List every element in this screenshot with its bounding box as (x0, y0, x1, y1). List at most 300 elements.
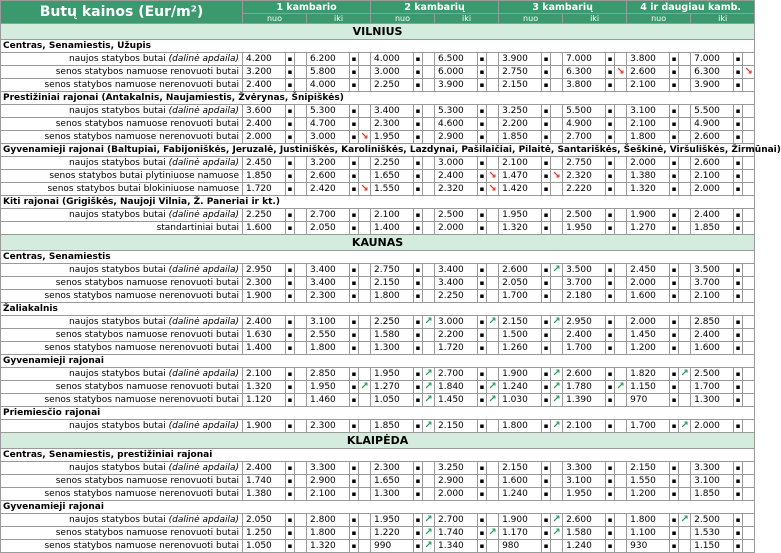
trend-cell (679, 381, 691, 394)
price-value: 3.000 (435, 316, 478, 329)
price-value: 3.400 (371, 105, 414, 118)
trend-cell (295, 368, 307, 381)
trend-cell (359, 381, 371, 394)
price-value: 2.750 (563, 157, 606, 170)
bullet-marker: ▪ (478, 66, 487, 79)
trend-cell (551, 329, 563, 342)
row-label: senos statybos namuose nerenovuoti butai (1, 79, 243, 92)
bullet-marker: ▪ (734, 79, 743, 92)
bullet-marker: ▪ (670, 381, 679, 394)
trend-cell (615, 368, 627, 381)
price-value: 3.300 (307, 462, 350, 475)
price-value: 1.320 (243, 381, 286, 394)
bullet-marker: ▪ (670, 105, 679, 118)
trend-cell (359, 488, 371, 501)
price-value: 1.800 (499, 420, 542, 433)
bullet-marker: ▪ (670, 394, 679, 407)
price-value: 1.580 (371, 329, 414, 342)
trend-cell (743, 316, 755, 329)
trend-cell (615, 394, 627, 407)
bullet-marker: ▪ (670, 368, 679, 381)
trend-cell (423, 540, 435, 553)
bullet-marker: ▪ (286, 381, 295, 394)
arrow-up-icon: ↗ (552, 394, 561, 405)
bullet-marker: ▪ (350, 342, 359, 355)
row-label: senos statybos namuose renovuoti butai (1, 527, 243, 540)
bullet-marker: ▪ (350, 157, 359, 170)
bullet-marker: ▪ (350, 394, 359, 407)
district-heading: Žaliakalnis (1, 303, 755, 316)
bullet-marker: ▪ (286, 514, 295, 527)
trend-cell (487, 222, 499, 235)
bullet-marker: ▪ (670, 222, 679, 235)
district-heading: Gyvenamieji rajonai (Baltupiai, Fabijoniškės, Jeruzalė, Justiniškės, Karoliniškės, Lazdynai, Pašilaičiai, Pilaitė, Santariškės, Šeškinė, Viršuliškės, Žirmūnai) (1, 144, 755, 157)
row-label-note: (dalinė apdaila) (165, 420, 239, 431)
price-value: 6.000 (435, 66, 478, 79)
bullet-marker: ▪ (286, 290, 295, 303)
trend-cell (679, 66, 691, 79)
price-value: 2.600 (691, 157, 734, 170)
trend-cell (679, 462, 691, 475)
bullet-marker: ▪ (606, 66, 615, 79)
trend-cell (295, 105, 307, 118)
trend-cell (615, 316, 627, 329)
subcolumn-nuo: nuo (627, 14, 691, 24)
trend-cell (423, 342, 435, 355)
bullet-marker: ▪ (414, 514, 423, 527)
price-value: 2.500 (691, 368, 734, 381)
price-value: 1.950 (563, 222, 606, 235)
trend-cell (551, 394, 563, 407)
trend-cell (487, 420, 499, 433)
bullet-marker: ▪ (286, 329, 295, 342)
price-value: 990 (371, 540, 414, 553)
header-row (1, 1, 755, 14)
bullet-marker: ▪ (286, 462, 295, 475)
price-value: 2.400 (243, 118, 286, 131)
trend-cell (359, 131, 371, 144)
trend-cell (423, 368, 435, 381)
trend-cell (359, 514, 371, 527)
row-label: senos statybos namuose renovuoti butai (1, 329, 243, 342)
bullet-marker: ▪ (350, 105, 359, 118)
table-row (1, 209, 755, 222)
price-value: 1.470 (499, 170, 542, 183)
trend-cell (295, 157, 307, 170)
trend-cell (295, 131, 307, 144)
price-value: 2.600 (563, 368, 606, 381)
bullet-marker: ▪ (350, 329, 359, 342)
trend-cell (743, 368, 755, 381)
trend-cell (551, 277, 563, 290)
bullet-marker: ▪ (670, 290, 679, 303)
trend-cell (359, 170, 371, 183)
row-label: naujos statybos butai (dalinė apdaila) (1, 209, 243, 222)
row-label: senos statybos butai blokiniuose namuose (1, 183, 243, 196)
trend-cell (615, 488, 627, 501)
row-label: senos statybos namuose renovuoti butai (1, 118, 243, 131)
bullet-marker: ▪ (350, 209, 359, 222)
trend-cell (615, 277, 627, 290)
trend-cell (679, 105, 691, 118)
price-value: 1.550 (371, 183, 414, 196)
bullet-marker: ▪ (414, 540, 423, 553)
trend-cell (295, 264, 307, 277)
price-value: 2.900 (307, 475, 350, 488)
arrow-up-icon: ↗ (424, 527, 433, 538)
group-heading-row (1, 251, 755, 264)
trend-cell (423, 170, 435, 183)
trend-cell (487, 329, 499, 342)
price-value: 1.400 (371, 222, 414, 235)
price-value: 3.900 (499, 53, 542, 66)
arrow-down-icon: ↘ (360, 131, 369, 142)
row-label: naujos statybos butai (dalinė apdaila) (1, 514, 243, 527)
price-value: 5.500 (563, 105, 606, 118)
bullet-marker: ▪ (478, 381, 487, 394)
bullet-marker: ▪ (734, 488, 743, 501)
price-value: 2.500 (563, 209, 606, 222)
arrow-up-icon: ↗ (552, 420, 561, 431)
price-value: 1.700 (627, 420, 670, 433)
bullet-marker: ▪ (734, 462, 743, 475)
price-value: 2.600 (499, 264, 542, 277)
price-value: 2.050 (499, 277, 542, 290)
city-header: KAUNAS (1, 235, 755, 251)
trend-cell (743, 514, 755, 527)
price-value: 2.450 (627, 264, 670, 277)
price-value: 1.450 (627, 329, 670, 342)
trend-cell (487, 157, 499, 170)
trend-cell (743, 540, 755, 553)
bullet-marker: ▪ (542, 462, 551, 475)
trend-cell (551, 131, 563, 144)
trend-cell (295, 514, 307, 527)
price-value: 2.000 (691, 420, 734, 433)
price-value: 1.170 (499, 527, 542, 540)
trend-cell (551, 170, 563, 183)
bullet-marker: ▪ (542, 420, 551, 433)
row-label-note: (dalinė apdaila) (165, 157, 239, 168)
trend-cell (679, 514, 691, 527)
trend-cell (743, 105, 755, 118)
trend-cell (295, 381, 307, 394)
row-label: senos statybos namuose renovuoti butai (1, 66, 243, 79)
row-label: senos statybos namuose nerenovuoti butai (1, 488, 243, 501)
price-value: 3.500 (691, 264, 734, 277)
price-value: 2.950 (243, 264, 286, 277)
trend-cell (359, 183, 371, 196)
trend-cell (487, 381, 499, 394)
bullet-marker: ▪ (734, 342, 743, 355)
price-value: 2.850 (307, 368, 350, 381)
price-value: 1.120 (243, 394, 286, 407)
bullet-marker: ▪ (734, 170, 743, 183)
row-label: senos statybos namuose nerenovuoti butai (1, 394, 243, 407)
table-row (1, 118, 755, 131)
price-value: 4.900 (563, 118, 606, 131)
trend-cell (615, 342, 627, 355)
bullet-marker: ▪ (286, 118, 295, 131)
bullet-marker: ▪ (606, 381, 615, 394)
bullet-marker: ▪ (542, 329, 551, 342)
trend-cell (679, 290, 691, 303)
arrow-up-icon: ↗ (424, 514, 433, 525)
subcolumn-iki: iki (435, 14, 499, 24)
trend-cell (487, 131, 499, 144)
trend-cell (359, 277, 371, 290)
bullet-marker: ▪ (606, 79, 615, 92)
price-value: 1.800 (627, 514, 670, 527)
price-value: 3.400 (307, 277, 350, 290)
bullet-marker: ▪ (478, 209, 487, 222)
bullet-marker: ▪ (286, 368, 295, 381)
price-value: 2.500 (691, 514, 734, 527)
arrow-up-icon: ↗ (616, 381, 625, 392)
arrow-up-icon: ↗ (552, 264, 561, 275)
bullet-marker: ▪ (414, 329, 423, 342)
district-heading: Kiti rajonai (Grigiškės, Naujoji Vilnia, Ž. Paneriai ir kt.) (1, 196, 755, 209)
bullet-marker: ▪ (478, 420, 487, 433)
bullet-marker: ▪ (478, 79, 487, 92)
price-value: 2.750 (371, 264, 414, 277)
trend-cell (423, 488, 435, 501)
price-value: 1.460 (307, 394, 350, 407)
bullet-marker: ▪ (606, 420, 615, 433)
price-value: 1.740 (243, 475, 286, 488)
table-row (1, 264, 755, 277)
bullet-marker: ▪ (606, 462, 615, 475)
bullet-marker: ▪ (542, 290, 551, 303)
price-value: 2.700 (563, 131, 606, 144)
trend-cell (359, 209, 371, 222)
bullet-marker: ▪ (670, 342, 679, 355)
price-value: 2.950 (563, 316, 606, 329)
table-row (1, 381, 755, 394)
price-value: 1.300 (371, 342, 414, 355)
price-value: 4.700 (307, 118, 350, 131)
trend-cell (487, 368, 499, 381)
price-value: 2.250 (243, 209, 286, 222)
price-value: 1.050 (243, 540, 286, 553)
price-value: 1.850 (691, 222, 734, 235)
bullet-marker: ▪ (542, 66, 551, 79)
bullet-marker: ▪ (350, 53, 359, 66)
bullet-marker: ▪ (734, 118, 743, 131)
bullet-marker: ▪ (478, 157, 487, 170)
bullet-marker: ▪ (414, 475, 423, 488)
price-value: 1.500 (499, 329, 542, 342)
bullet-marker: ▪ (350, 475, 359, 488)
bullet-marker: ▪ (478, 329, 487, 342)
trend-cell (551, 462, 563, 475)
trend-cell (295, 66, 307, 79)
group-heading-row (1, 407, 755, 420)
bullet-marker: ▪ (542, 105, 551, 118)
bullet-marker: ▪ (606, 368, 615, 381)
price-value: 980 (499, 540, 542, 553)
trend-cell (615, 209, 627, 222)
price-value: 1.950 (307, 381, 350, 394)
price-value: 2.850 (691, 316, 734, 329)
price-value: 1.800 (371, 290, 414, 303)
table-row (1, 131, 755, 144)
price-value: 1.950 (371, 368, 414, 381)
price-value: 1.270 (371, 381, 414, 394)
bullet-marker: ▪ (542, 342, 551, 355)
price-value: 1.700 (563, 342, 606, 355)
trend-cell (679, 264, 691, 277)
bullet-marker: ▪ (414, 368, 423, 381)
bullet-marker: ▪ (734, 222, 743, 235)
price-value: 2.050 (243, 514, 286, 527)
price-value: 3.300 (691, 462, 734, 475)
bullet-marker: ▪ (478, 277, 487, 290)
bullet-marker: ▪ (606, 105, 615, 118)
trend-cell (551, 105, 563, 118)
trend-cell (679, 420, 691, 433)
price-value: 1.650 (371, 170, 414, 183)
bullet-marker: ▪ (414, 157, 423, 170)
bullet-marker: ▪ (478, 475, 487, 488)
price-value: 1.240 (563, 540, 606, 553)
price-value: 2.400 (243, 79, 286, 92)
bullet-marker: ▪ (478, 527, 487, 540)
price-value: 2.300 (307, 290, 350, 303)
price-value: 2.320 (435, 183, 478, 196)
row-label: standartiniai butai (1, 222, 243, 235)
price-value: 2.250 (371, 157, 414, 170)
arrow-up-icon: ↗ (680, 514, 689, 525)
row-label: naujos statybos butai (dalinė apdaila) (1, 316, 243, 329)
price-value: 2.000 (627, 277, 670, 290)
price-value: 1.600 (499, 475, 542, 488)
price-value: 1.950 (371, 131, 414, 144)
price-value: 1.820 (627, 368, 670, 381)
price-value: 4.600 (435, 118, 478, 131)
bullet-marker: ▪ (286, 222, 295, 235)
trend-cell (487, 316, 499, 329)
trend-cell (359, 540, 371, 553)
price-value: 3.900 (691, 79, 734, 92)
trend-cell (743, 79, 755, 92)
bullet-marker: ▪ (670, 420, 679, 433)
bullet-marker: ▪ (350, 514, 359, 527)
price-value: 2.600 (627, 66, 670, 79)
trend-cell (615, 264, 627, 277)
bullet-marker: ▪ (670, 209, 679, 222)
arrow-up-icon: ↗ (488, 381, 497, 392)
trend-cell (615, 329, 627, 342)
bullet-marker: ▪ (606, 394, 615, 407)
trend-cell (487, 462, 499, 475)
group-heading-row (1, 355, 755, 368)
arrow-up-icon: ↗ (552, 368, 561, 379)
price-value: 1.550 (627, 475, 670, 488)
bullet-marker: ▪ (286, 394, 295, 407)
price-value: 4.000 (371, 53, 414, 66)
bullet-marker: ▪ (670, 183, 679, 196)
bullet-marker: ▪ (286, 183, 295, 196)
trend-cell (359, 527, 371, 540)
arrow-up-icon: ↗ (424, 420, 433, 431)
trend-cell (487, 475, 499, 488)
row-label: naujos statybos butai (dalinė apdaila) (1, 264, 243, 277)
trend-cell (743, 183, 755, 196)
trend-cell (359, 329, 371, 342)
price-value: 2.800 (307, 514, 350, 527)
district-heading: Priemiesčio rajonai (1, 407, 755, 420)
price-value: 930 (627, 540, 670, 553)
district-heading: Prestižiniai rajonai (Antakalnis, Naujamiestis, Žvėrynas, Šnipiškės) (1, 92, 755, 105)
bullet-marker: ▪ (542, 514, 551, 527)
bullet-marker: ▪ (670, 157, 679, 170)
price-value: 2.000 (243, 131, 286, 144)
price-value: 2.600 (307, 170, 350, 183)
trend-cell (295, 342, 307, 355)
trend-cell (487, 53, 499, 66)
trend-cell (679, 222, 691, 235)
bullet-marker: ▪ (286, 342, 295, 355)
trend-cell (295, 277, 307, 290)
price-value: 2.300 (371, 118, 414, 131)
bullet-marker: ▪ (414, 488, 423, 501)
bullet-marker: ▪ (286, 316, 295, 329)
price-value: 2.100 (243, 368, 286, 381)
price-value: 2.400 (691, 209, 734, 222)
arrow-up-icon: ↗ (552, 316, 561, 327)
trend-cell (615, 462, 627, 475)
trend-cell (423, 209, 435, 222)
bullet-marker: ▪ (606, 118, 615, 131)
group-heading-row (1, 449, 755, 462)
trend-cell (615, 79, 627, 92)
trend-cell (423, 157, 435, 170)
table-row (1, 342, 755, 355)
table-row (1, 368, 755, 381)
price-value: 7.000 (691, 53, 734, 66)
trend-cell (423, 183, 435, 196)
trend-cell (615, 420, 627, 433)
bullet-marker: ▪ (670, 475, 679, 488)
price-value: 3.500 (563, 264, 606, 277)
bullet-marker: ▪ (606, 157, 615, 170)
bullet-marker: ▪ (542, 368, 551, 381)
bullet-marker: ▪ (734, 209, 743, 222)
bullet-marker: ▪ (542, 475, 551, 488)
bullet-marker: ▪ (606, 183, 615, 196)
price-value: 3.300 (563, 462, 606, 475)
price-value: 3.400 (435, 277, 478, 290)
trend-cell (551, 118, 563, 131)
price-value: 1.850 (371, 420, 414, 433)
price-value: 1.320 (499, 222, 542, 235)
trend-cell (423, 277, 435, 290)
trend-cell (487, 170, 499, 183)
trend-cell (551, 264, 563, 277)
district-heading: Centras, Senamiestis (1, 251, 755, 264)
price-value: 2.900 (435, 131, 478, 144)
bullet-marker: ▪ (350, 420, 359, 433)
bullet-marker: ▪ (286, 209, 295, 222)
bullet-marker: ▪ (606, 329, 615, 342)
table-row (1, 420, 755, 433)
trend-cell (487, 209, 499, 222)
column-header-2: 2 kambarių (371, 1, 499, 14)
bullet-marker: ▪ (478, 342, 487, 355)
bullet-marker: ▪ (734, 290, 743, 303)
price-value: 1.700 (691, 381, 734, 394)
